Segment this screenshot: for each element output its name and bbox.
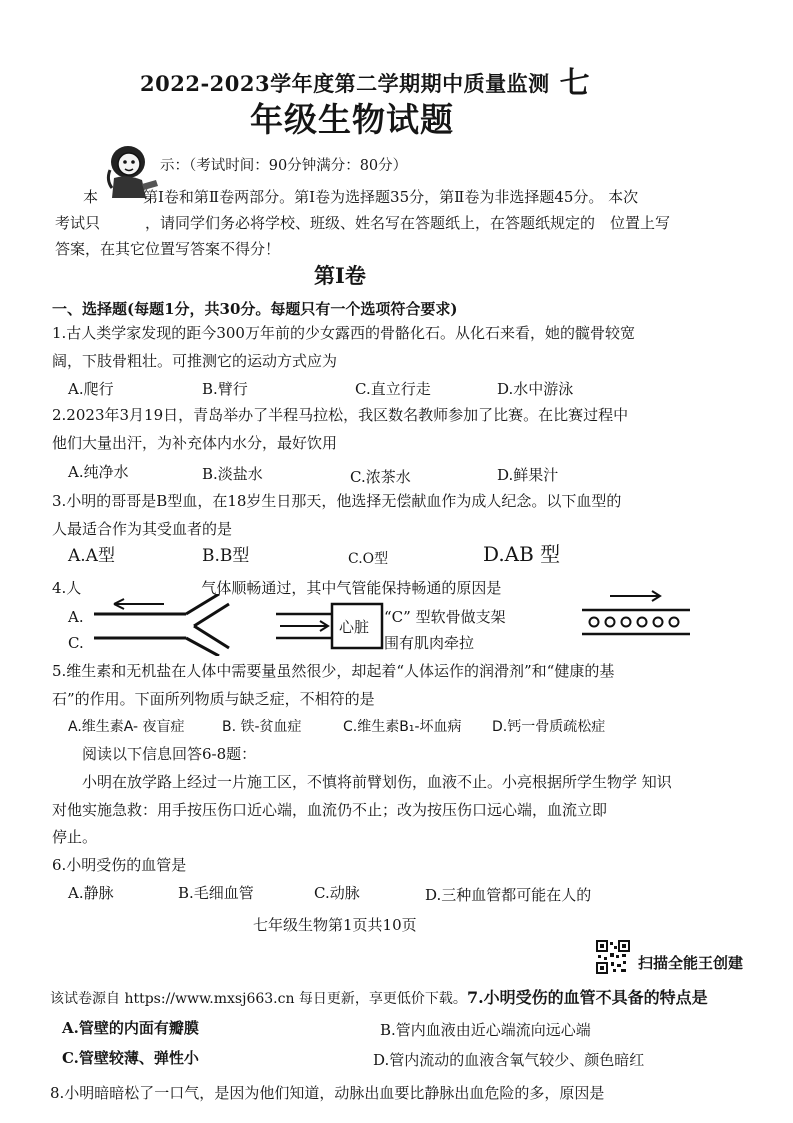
question-2-option-d: D.鲜果汁	[497, 466, 559, 484]
question-5-stem: 石”的作用。下面所列物质与缺乏症，不相符的是	[52, 690, 375, 708]
exam-title-line1: 2022-2023学年度第二学期期中质量监测 七	[140, 66, 591, 101]
question-5-option-c: C.维生素B₁-坏血病	[343, 719, 462, 735]
question-2-option-b: B.淡盐水	[202, 465, 263, 483]
passage-line: 停止。	[52, 828, 98, 846]
question-7-option-b: B.管内血液由近心端流向远心端	[380, 1021, 591, 1039]
question-6-option-d: D.三种血管都可能在人的	[425, 886, 592, 904]
question-4-option-c: C.	[68, 634, 84, 652]
exam-hint: 示：（考试时间：90分钟满分：80分）	[160, 158, 408, 174]
question-1-option-c: C.直立行走	[355, 380, 431, 398]
source-line	[50, 985, 708, 1008]
question-6-option-b: B.毛细血管	[178, 884, 254, 902]
question-3-option-c: C.O型	[348, 551, 389, 567]
section-heading: 一、选择题(每题1分，共30分。每题只有一个选项符合要求)	[52, 300, 458, 318]
question-5-option-a: A.维生素A- 夜盲症	[68, 719, 185, 735]
instructions-line: 考试只 ，请同学们务必将学校、班级、姓名写在答题纸上，在答题纸规定的 位置上写	[55, 214, 671, 232]
volume-title: 第Ⅰ卷	[314, 263, 366, 288]
question-3-stem: 人最适合作为其受血者的是	[52, 520, 233, 538]
qr-code-icon	[596, 940, 630, 974]
question-6-stem: 6.小明受伤的血管是	[52, 856, 187, 874]
heart-label: 心脏	[339, 618, 370, 636]
capillary-icon	[580, 590, 695, 638]
exam-grade: 七	[559, 66, 591, 101]
blood-vessel-branch-icon	[94, 594, 244, 656]
heart-vessel-icon	[276, 600, 386, 652]
question-7-option-a: A.管壁的内面有瓣膜	[62, 1019, 199, 1037]
question-1-option-a: A.爬行	[68, 380, 114, 398]
question-2-option-a: A.纯净水	[68, 463, 129, 481]
question-7-stem: 7.小明受伤的血管不具备的特点是	[466, 988, 708, 1007]
question-8-stem: 8.小明暗暗松了一口气，是因为他们知道，动脉出血要比静脉出血危险的多，原因是	[50, 1084, 605, 1102]
question-2-option-c: C.浓茶水	[350, 468, 411, 486]
question-3-stem: 3.小明的哥哥是B型血，在18岁生日那天，他选择无偿献血作为成人纪念。以下血型的	[52, 492, 622, 510]
question-4-option-a: A.	[68, 608, 84, 626]
question-1-option-b: B.臂行	[202, 380, 248, 398]
question-3-option-d: D.AB 型	[483, 542, 561, 566]
question-7-option-c: C.管壁较薄、弹性小	[62, 1049, 199, 1067]
passage-line: 小明在放学路上经过一片施工区，不慎将前臂划伤，血液不止。小亮根据所学生物学 知识	[82, 773, 672, 791]
question-3-option-a: A.A型	[68, 546, 115, 566]
instructions-line: 本 第Ⅰ卷和第Ⅱ卷两部分。第Ⅰ卷为选择题35分，第Ⅱ卷为非选择题45分。 本次	[83, 188, 639, 206]
page-footer: 七年级生物第1页共10页	[253, 916, 417, 934]
question-1-option-d: D.水中游泳	[497, 380, 574, 398]
question-6-option-c: C.动脉	[314, 884, 360, 902]
question-6-option-a: A.静脉	[68, 884, 114, 902]
question-4-option-b-fragment: “C” 型软骨做支架	[384, 608, 506, 626]
instructions-line: 答案，在其它位置写答案不得分！	[55, 240, 281, 258]
question-3-option-b: B.B型	[202, 546, 250, 566]
question-1-stem: 1.古人类学家发现的距今300万年前的少女露西的骨骼化石。从化石来看，她的髋骨较宽	[52, 324, 635, 342]
question-5-option-b: B. 铁-贫血症	[222, 719, 302, 735]
question-4-stem: 4.人 气体顺畅通过，其中气管能保持畅通的原因是	[52, 579, 502, 597]
passage-line: 对他实施急救：用手按压伤口近心端，血流仍不止；改为按压伤口远心端，血流立即	[52, 801, 608, 819]
source-text: 该试卷源自 https://www.mxsj663.cn 每日更新，享更低价下载。	[50, 991, 467, 1007]
exam-instructions	[55, 184, 745, 262]
question-7-option-d: D.管内流动的血液含氧气较少、颜色暗红	[373, 1051, 645, 1069]
question-2-stem: 2.2023年3月19日，青岛举办了半程马拉松，我区数名教师参加了比赛。在比赛过程中	[52, 406, 629, 424]
question-5-stem: 5.维生素和无机盐在人体中需要量虽然很少，却起着“人体运作的润滑剂”和“健康的基	[52, 662, 615, 680]
exam-title-line2: 年级生物试题	[250, 100, 454, 139]
question-5-option-d: D.钙一骨质疏松症	[492, 719, 606, 735]
question-2-stem: 他们大量出汗，为补充体内水分，最好饮用	[52, 434, 338, 452]
question-4-option-d-fragment: 围有肌肉牵拉	[384, 634, 475, 652]
scan-watermark: 扫描全能王创建	[638, 954, 744, 972]
passage-lead: 阅读以下信息回答6-8题：	[82, 745, 257, 763]
question-1-stem: 阔，下肢骨粗壮。可推测它的运动方式应为	[52, 352, 338, 370]
